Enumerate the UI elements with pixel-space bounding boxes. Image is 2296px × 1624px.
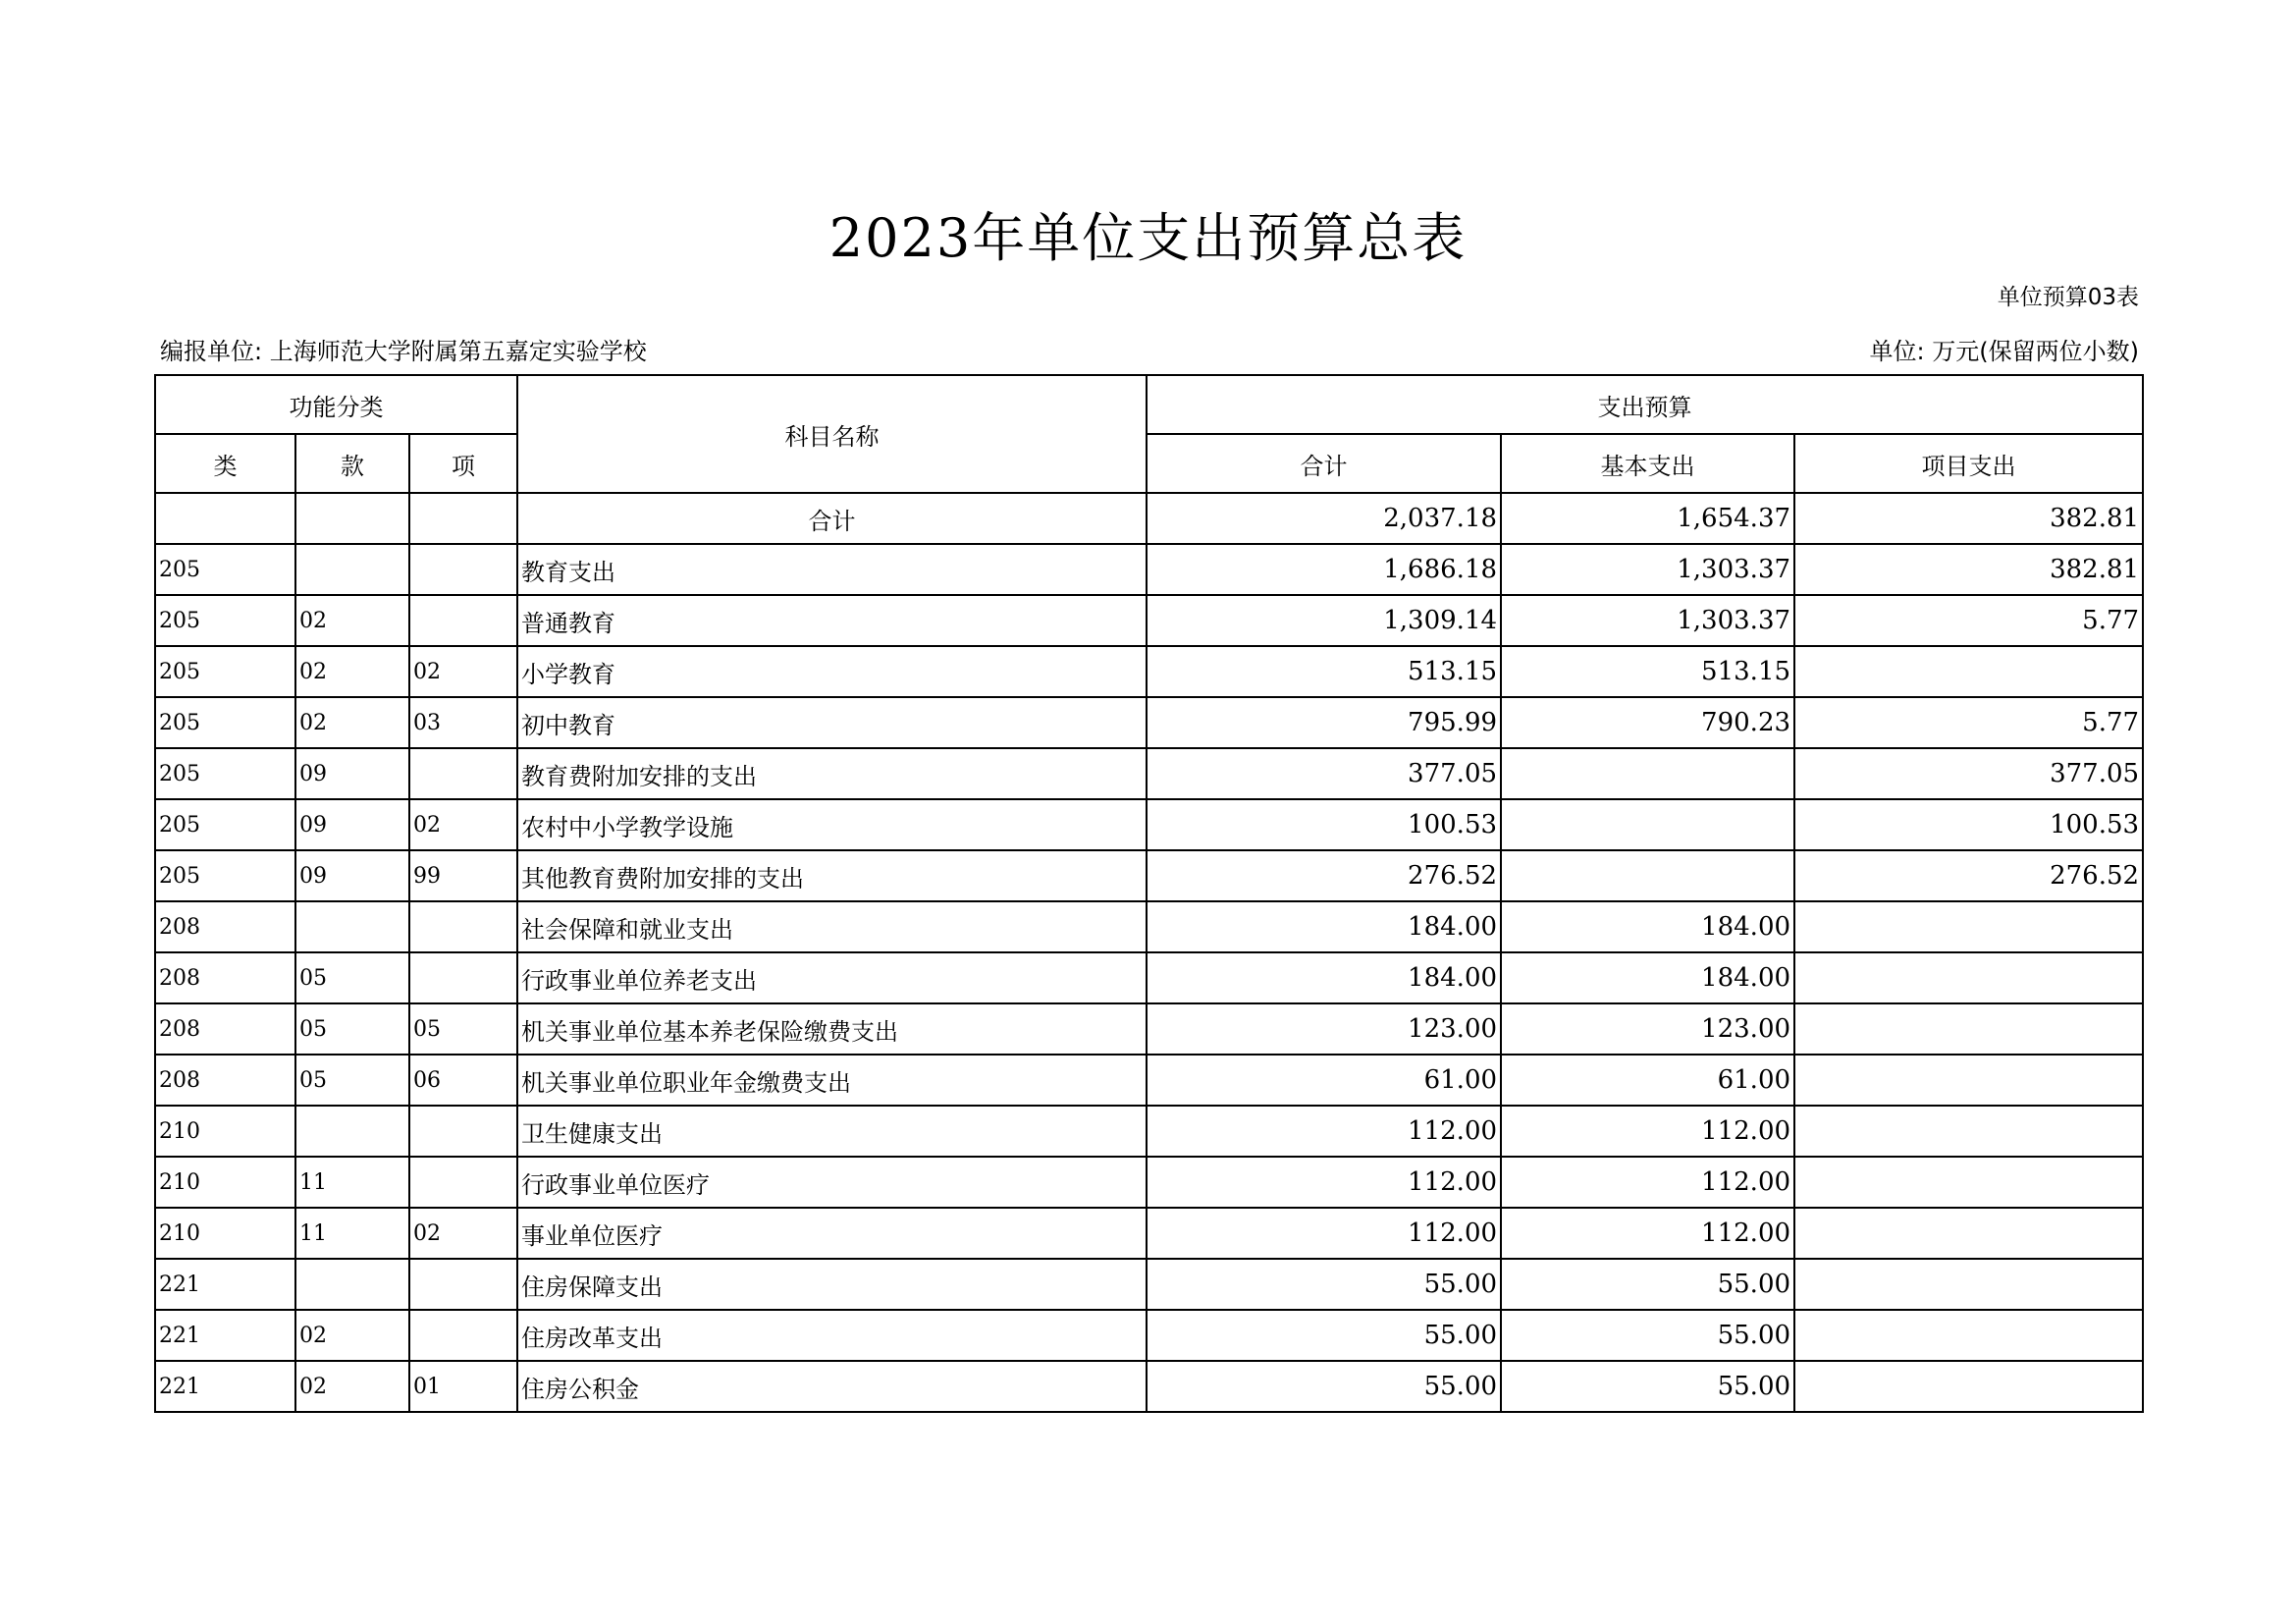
cell-xiang <box>409 595 517 646</box>
cell-project: 382.81 <box>1794 544 2143 595</box>
cell-basic: 55.00 <box>1501 1310 1794 1361</box>
cell-project <box>1794 1106 2143 1157</box>
header-lei: 类 <box>155 434 295 493</box>
cell-total: 112.00 <box>1147 1208 1501 1259</box>
cell-basic: 1,303.37 <box>1501 544 1794 595</box>
cell-name: 事业单位医疗 <box>517 1208 1147 1259</box>
cell-xiang: 02 <box>409 1208 517 1259</box>
cell-name: 普通教育 <box>517 595 1147 646</box>
cell-total: 100.53 <box>1147 799 1501 850</box>
cell-xiang: 01 <box>409 1361 517 1412</box>
cell-basic <box>1501 799 1794 850</box>
cell-total: 2,037.18 <box>1147 493 1501 544</box>
cell-lei: 205 <box>155 748 295 799</box>
cell-kuan: 11 <box>295 1157 409 1208</box>
cell-total: 1,309.14 <box>1147 595 1501 646</box>
cell-basic: 1,654.37 <box>1501 493 1794 544</box>
table-row <box>155 1055 2143 1106</box>
cell-name: 机关事业单位基本养老保险缴费支出 <box>517 1003 1147 1055</box>
table-row <box>155 850 2143 901</box>
cell-basic <box>1501 748 1794 799</box>
cell-kuan <box>295 493 409 544</box>
cell-kuan: 11 <box>295 1208 409 1259</box>
cell-name: 行政事业单位医疗 <box>517 1157 1147 1208</box>
cell-total: 112.00 <box>1147 1106 1501 1157</box>
cell-kuan: 02 <box>295 697 409 748</box>
cell-lei: 205 <box>155 595 295 646</box>
cell-name: 教育费附加安排的支出 <box>517 748 1147 799</box>
cell-name: 住房保障支出 <box>517 1259 1147 1310</box>
cell-project: 5.77 <box>1794 697 2143 748</box>
cell-total: 1,686.18 <box>1147 544 1501 595</box>
cell-project <box>1794 1055 2143 1106</box>
cell-lei: 210 <box>155 1106 295 1157</box>
cell-name: 教育支出 <box>517 544 1147 595</box>
table-row <box>155 544 2143 595</box>
cell-lei: 205 <box>155 697 295 748</box>
cell-lei: 208 <box>155 1055 295 1106</box>
cell-kuan: 02 <box>295 646 409 697</box>
cell-xiang <box>409 1310 517 1361</box>
cell-project: 377.05 <box>1794 748 2143 799</box>
cell-kuan: 02 <box>295 1361 409 1412</box>
cell-xiang <box>409 493 517 544</box>
cell-project: 382.81 <box>1794 493 2143 544</box>
table-row <box>155 697 2143 748</box>
cell-total: 513.15 <box>1147 646 1501 697</box>
cell-kuan: 09 <box>295 748 409 799</box>
cell-name: 住房公积金 <box>517 1361 1147 1412</box>
table-number: 单位预算03表 <box>1997 285 2139 310</box>
cell-xiang: 02 <box>409 646 517 697</box>
cell-basic: 123.00 <box>1501 1003 1794 1055</box>
header-kuan: 款 <box>295 434 409 493</box>
cell-xiang: 05 <box>409 1003 517 1055</box>
table-row <box>155 1361 2143 1412</box>
currency-unit: 单位: 万元(保留两位小数) <box>1869 338 2139 365</box>
cell-name: 住房改革支出 <box>517 1310 1147 1361</box>
header-basic: 基本支出 <box>1501 434 1794 493</box>
budget-table <box>154 374 2144 1413</box>
cell-lei: 205 <box>155 646 295 697</box>
cell-kuan: 05 <box>295 1003 409 1055</box>
cell-name: 农村中小学教学设施 <box>517 799 1147 850</box>
cell-project <box>1794 1157 2143 1208</box>
table-row <box>155 748 2143 799</box>
table-row <box>155 1157 2143 1208</box>
cell-project <box>1794 646 2143 697</box>
cell-basic: 55.00 <box>1501 1361 1794 1412</box>
cell-lei: 205 <box>155 850 295 901</box>
cell-total: 795.99 <box>1147 697 1501 748</box>
cell-lei: 208 <box>155 952 295 1003</box>
cell-lei: 208 <box>155 901 295 952</box>
cell-basic: 184.00 <box>1501 952 1794 1003</box>
cell-total: 377.05 <box>1147 748 1501 799</box>
cell-xiang <box>409 748 517 799</box>
cell-project <box>1794 1003 2143 1055</box>
table-row <box>155 799 2143 850</box>
table-row <box>155 901 2143 952</box>
table-row <box>155 1003 2143 1055</box>
cell-basic: 513.15 <box>1501 646 1794 697</box>
cell-total: 55.00 <box>1147 1361 1501 1412</box>
cell-project: 5.77 <box>1794 595 2143 646</box>
table-row <box>155 1208 2143 1259</box>
header-xiang: 项 <box>409 434 517 493</box>
header-expense-budget: 支出预算 <box>1147 375 2143 434</box>
cell-basic: 112.00 <box>1501 1157 1794 1208</box>
header-func-class: 功能分类 <box>155 375 517 434</box>
cell-xiang: 06 <box>409 1055 517 1106</box>
table-row <box>155 952 2143 1003</box>
cell-kuan <box>295 544 409 595</box>
cell-lei <box>155 493 295 544</box>
cell-kuan: 05 <box>295 1055 409 1106</box>
table-row <box>155 646 2143 697</box>
cell-xiang: 02 <box>409 799 517 850</box>
cell-name: 卫生健康支出 <box>517 1106 1147 1157</box>
table-row <box>155 595 2143 646</box>
cell-xiang <box>409 1157 517 1208</box>
cell-lei: 210 <box>155 1157 295 1208</box>
page-title: 2023年单位支出预算总表 <box>828 207 1468 269</box>
cell-name: 初中教育 <box>517 697 1147 748</box>
cell-project <box>1794 1310 2143 1361</box>
cell-name: 小学教育 <box>517 646 1147 697</box>
cell-lei: 205 <box>155 799 295 850</box>
cell-basic: 61.00 <box>1501 1055 1794 1106</box>
cell-basic: 790.23 <box>1501 697 1794 748</box>
cell-total: 112.00 <box>1147 1157 1501 1208</box>
cell-xiang <box>409 1106 517 1157</box>
cell-xiang <box>409 1259 517 1310</box>
cell-project <box>1794 952 2143 1003</box>
cell-basic: 112.00 <box>1501 1106 1794 1157</box>
header-project: 项目支出 <box>1794 434 2143 493</box>
cell-total: 276.52 <box>1147 850 1501 901</box>
cell-total: 55.00 <box>1147 1310 1501 1361</box>
table-row <box>155 1310 2143 1361</box>
cell-lei: 208 <box>155 1003 295 1055</box>
cell-name: 社会保障和就业支出 <box>517 901 1147 952</box>
cell-name: 行政事业单位养老支出 <box>517 952 1147 1003</box>
cell-kuan: 09 <box>295 799 409 850</box>
cell-lei: 205 <box>155 544 295 595</box>
cell-kuan: 05 <box>295 952 409 1003</box>
cell-project: 276.52 <box>1794 850 2143 901</box>
header-subject-name: 科目名称 <box>517 375 1147 493</box>
cell-basic: 55.00 <box>1501 1259 1794 1310</box>
cell-name: 机关事业单位职业年金缴费支出 <box>517 1055 1147 1106</box>
table-body <box>155 493 2143 1412</box>
cell-lei: 221 <box>155 1259 295 1310</box>
table-header <box>155 375 2143 493</box>
cell-xiang: 03 <box>409 697 517 748</box>
cell-name: 其他教育费附加安排的支出 <box>517 850 1147 901</box>
cell-total: 184.00 <box>1147 901 1501 952</box>
cell-name: 合计 <box>517 493 1147 544</box>
cell-total: 61.00 <box>1147 1055 1501 1106</box>
table-row <box>155 1259 2143 1310</box>
table-row <box>155 1106 2143 1157</box>
header-total: 合计 <box>1147 434 1501 493</box>
cell-total: 123.00 <box>1147 1003 1501 1055</box>
cell-project <box>1794 1208 2143 1259</box>
cell-lei: 221 <box>155 1310 295 1361</box>
cell-project <box>1794 901 2143 952</box>
reporting-unit: 编报单位: 上海师范大学附属第五嘉定实验学校 <box>160 338 647 365</box>
cell-basic: 1,303.37 <box>1501 595 1794 646</box>
cell-kuan: 02 <box>295 595 409 646</box>
cell-kuan <box>295 1259 409 1310</box>
cell-total: 55.00 <box>1147 1259 1501 1310</box>
cell-kuan: 09 <box>295 850 409 901</box>
cell-lei: 210 <box>155 1208 295 1259</box>
cell-basic: 112.00 <box>1501 1208 1794 1259</box>
cell-basic <box>1501 850 1794 901</box>
cell-kuan <box>295 901 409 952</box>
cell-xiang <box>409 544 517 595</box>
cell-project <box>1794 1361 2143 1412</box>
cell-xiang <box>409 952 517 1003</box>
cell-kuan: 02 <box>295 1310 409 1361</box>
cell-lei: 221 <box>155 1361 295 1412</box>
cell-xiang <box>409 901 517 952</box>
cell-basic: 184.00 <box>1501 901 1794 952</box>
cell-project <box>1794 1259 2143 1310</box>
cell-kuan <box>295 1106 409 1157</box>
table-row <box>155 493 2143 544</box>
cell-project: 100.53 <box>1794 799 2143 850</box>
cell-total: 184.00 <box>1147 952 1501 1003</box>
cell-xiang: 99 <box>409 850 517 901</box>
